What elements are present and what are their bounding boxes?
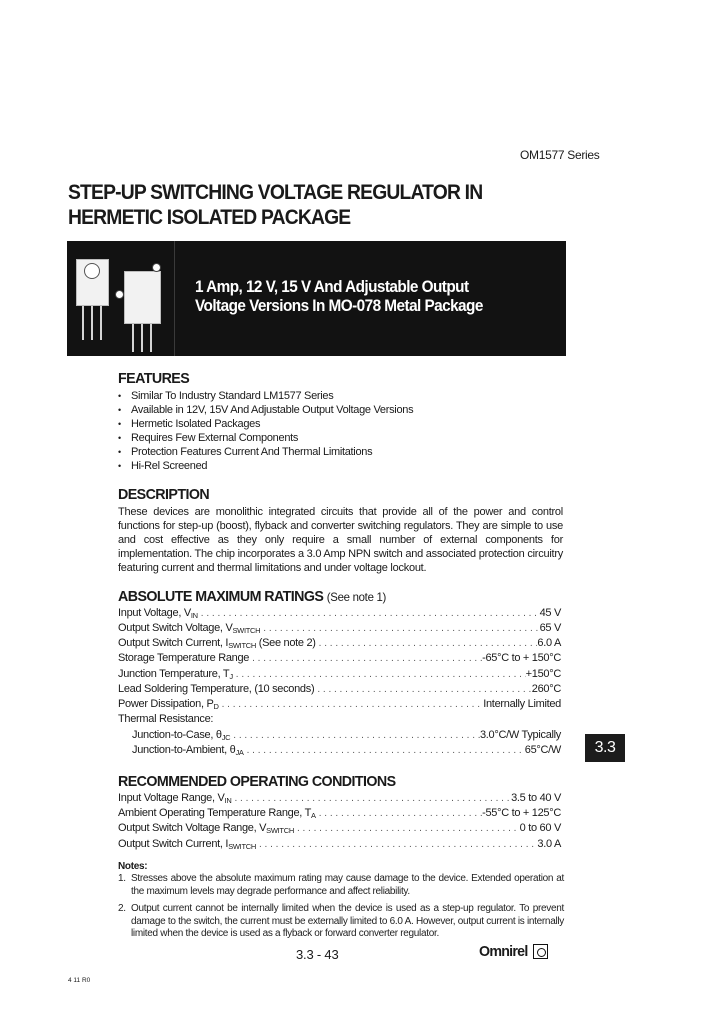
dot-leader	[198, 608, 540, 619]
spec-label: Power Dissipation, $P_D$	[118, 698, 219, 711]
feature-item: • Similar To Industry Standard LM1577 Series	[118, 389, 413, 403]
spec-row	[118, 698, 561, 713]
document-code: 4 11 R0	[68, 977, 91, 984]
spec-row	[118, 607, 561, 622]
rec-op-heading: RECOMMENDED OPERATING CONDITIONS	[118, 773, 396, 790]
dot-leader	[294, 823, 520, 834]
package-body-right	[124, 271, 161, 324]
banner-heading	[195, 278, 539, 316]
spec-row	[118, 807, 561, 822]
spec-label: Ambient Operating Temperature Range, $T_A$	[118, 807, 316, 820]
note-number: 2.	[118, 903, 126, 914]
brand-name: Omnirel	[479, 943, 528, 960]
dot-leader	[244, 745, 525, 756]
note-item	[118, 903, 564, 941]
package-photo	[67, 241, 175, 356]
mounting-hole-right-2	[152, 263, 161, 272]
feature-item: • Hi-Rel Screened	[118, 459, 413, 473]
spec-row	[118, 683, 561, 698]
spec-row	[118, 668, 561, 683]
note-text: Output current cannot be internally limited when the device is used as a step-up regulator. To prevent damage to the switch, the current must be externally limited to 6.0 A. However, output current is internally limited when the device is used as a flyback or forward converter regulator.	[131, 903, 564, 939]
spec-label: Storage Temperature Range	[118, 652, 250, 664]
spec-value: -65°C to + 150°C	[482, 652, 561, 664]
dot-leader	[230, 730, 480, 741]
mounting-hole-right	[115, 290, 124, 299]
dot-leader	[260, 623, 539, 634]
description-heading: DESCRIPTION	[118, 486, 210, 503]
mounting-hole-left	[84, 263, 100, 279]
spec-row	[118, 637, 561, 652]
brand-logo	[479, 943, 548, 960]
feature-item: • Hermetic Isolated Packages	[118, 417, 413, 431]
dot-leader	[256, 839, 537, 850]
note-number: 1.	[118, 873, 126, 884]
spec-value: Internally Limited	[483, 698, 561, 710]
dot-leader	[316, 808, 482, 819]
spec-value: 260°C	[531, 683, 561, 695]
features-list	[118, 389, 413, 473]
spec-label: Output Switch Current, $I_{SWITCH}$	[118, 838, 256, 851]
description-text: These devices are monolithic integrated circuits that provide all of the power and control functions for step-up (boost), flyback and converter switching regulators. They are simple to use and cost effective as they only require a small number of external components for implementation. The chip incorporates a 3.0 Amp NPN switch and associated protection circuitry featuring current and thermal limitations and under voltage lockout.	[118, 506, 563, 574]
spec-label: Lead Soldering Temperature, (10 seconds)	[118, 683, 315, 695]
title-line-2: HERMETIC ISOLATED PACKAGE	[68, 206, 351, 229]
dot-leader	[316, 638, 538, 649]
dot-leader	[249, 653, 482, 664]
banner-divider	[174, 241, 175, 356]
spec-value: 3.0°C/W Typically	[479, 729, 561, 741]
package-lead	[141, 324, 143, 352]
spec-value: 3.0 A	[537, 838, 561, 850]
spec-value: +150°C	[525, 668, 561, 680]
package-lead	[100, 306, 102, 340]
spec-row	[118, 652, 561, 667]
spec-value: 65 V	[539, 622, 561, 634]
spec-value: 0 to 60 V	[519, 822, 561, 834]
page-number: 3.3 - 43	[296, 947, 339, 962]
feature-item: • Available in 12V, 15V And Adjustable Output Voltage Versions	[118, 403, 413, 417]
package-lead	[91, 306, 93, 340]
spec-value: -55°C to + 125°C	[482, 807, 561, 819]
banner-line-2: Voltage Versions In MO-078 Metal Package	[195, 297, 483, 315]
section-tab: 3.3	[585, 734, 625, 762]
brand-mark-icon	[533, 944, 548, 959]
spec-label: Output Switch Current, $I_{SWITCH}$ (See note 2)	[118, 637, 316, 650]
spec-row	[118, 792, 561, 807]
features-heading: FEATURES	[118, 370, 190, 387]
series-label: OM1577 Series	[520, 148, 600, 162]
notes-title: Notes:	[118, 861, 148, 872]
abs-max-heading-text: ABSOLUTE MAXIMUM RATINGS	[118, 588, 324, 605]
dot-leader	[219, 699, 484, 710]
note-text: Stresses above the absolute maximum rating may cause damage to the device. Extended operation at the maximum levels may degrade performance and affect reliability.	[131, 873, 564, 897]
title-line-1: STEP-UP SWITCHING VOLTAGE REGULATOR IN	[68, 181, 483, 204]
feature-item: • Requires Few External Components	[118, 431, 413, 445]
spec-value: 65°C/W	[524, 744, 561, 756]
dot-leader	[314, 684, 531, 695]
package-lead	[150, 324, 152, 352]
spec-row	[118, 622, 561, 637]
spec-label: Junction-to-Case, $\theta_{JC}$	[132, 729, 231, 742]
package-lead	[82, 306, 84, 340]
abs-max-heading	[118, 588, 386, 605]
spec-row	[118, 838, 561, 853]
feature-item: • Protection Features Current And Thermal Limitations	[118, 445, 413, 459]
spec-value: 3.5 to 40 V	[511, 792, 561, 804]
abs-max-heading-note: (See note 1)	[326, 590, 387, 604]
thermal-resistance-label: Thermal Resistance:	[118, 713, 214, 725]
spec-row	[132, 729, 561, 744]
spec-label: Output Switch Voltage, $V_{SWITCH}$	[118, 622, 261, 635]
spec-value: 45 V	[539, 607, 561, 619]
package-lead	[132, 324, 134, 352]
dot-leader	[233, 669, 526, 680]
spec-label: Input Voltage, $V_{IN}$	[118, 607, 198, 620]
spec-label: Junction-to-Ambient, $\theta_{JA}$	[132, 744, 244, 757]
spec-label: Junction Temperature, $T_J$	[118, 668, 233, 681]
spec-label: Output Switch Voltage Range, $V_{SWITCH}$	[118, 822, 294, 835]
spec-row	[132, 744, 561, 759]
banner-line-1: 1 Amp, 12 V, 15 V And Adjustable Output	[195, 278, 469, 296]
spec-label: Input Voltage Range, $V_{IN}$	[118, 792, 232, 805]
spec-row	[118, 822, 561, 837]
spec-value: 6.0 A	[537, 637, 561, 649]
page-title	[68, 180, 546, 230]
note-item	[118, 873, 564, 898]
product-banner	[67, 241, 566, 356]
dot-leader	[231, 793, 511, 804]
